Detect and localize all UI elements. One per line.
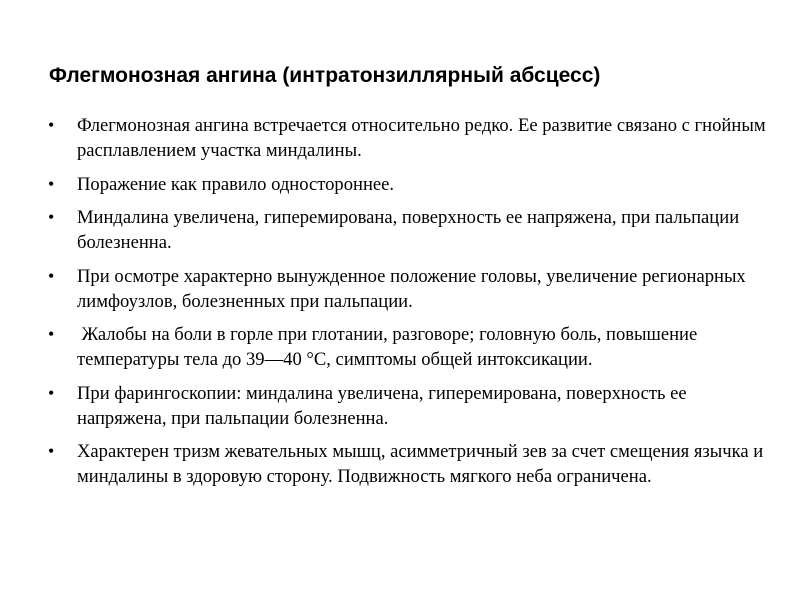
bullet-list	[48, 113, 768, 498]
bullet-text: Жалобы на боли в горле при глотании, разговоре; головную боль, повышение температуры тела до 39—40 °С, симптомы общей интоксикации.	[77, 324, 702, 370]
bullet-dot-icon: •	[48, 324, 55, 344]
bullet-text: Миндалина увеличена, гиперемирована, поверхность ее напряжена, при пальпации болезненна.	[77, 207, 740, 253]
bullet-text: Характерен тризм жевательных мышц, асимметричный зев за счет смещения язычка и миндалины в здоровую сторону. Подвижность мягкого неба ограничена.	[77, 441, 764, 487]
slide-title: Флегмонозная ангина (интратонзиллярный абсцесс)	[49, 64, 601, 87]
bullet-item	[48, 322, 768, 372]
bullet-text: Поражение как правило одностороннее.	[77, 173, 395, 195]
bullet-item	[48, 381, 768, 431]
bullet-dot-icon: •	[48, 115, 55, 135]
bullet-text: При фарингоскопии: миндалина увеличена, гиперемирована, поверхность ее напряжена, при пальпации болезненна.	[77, 382, 687, 429]
bullet-dot-icon: •	[48, 173, 55, 194]
bullet-text: Флегмонозная ангина встречается относительно редко. Ее развитие связано с гнойным расплавлением участка миндалины.	[77, 115, 766, 161]
bullet-item	[48, 439, 768, 489]
bullet-item	[48, 264, 768, 314]
bullet-dot-icon: •	[48, 265, 55, 286]
bullet-item	[48, 205, 768, 255]
bullet-text: При осмотре характерно вынужденное положение головы, увеличение регионарных лимфоузлов, болезненных при пальпации.	[77, 265, 746, 312]
bullet-dot-icon: •	[48, 382, 55, 403]
bullet-item	[48, 172, 768, 197]
bullet-dot-icon: •	[48, 207, 55, 227]
bullet-item	[48, 113, 768, 163]
bullet-dot-icon: •	[48, 441, 55, 461]
